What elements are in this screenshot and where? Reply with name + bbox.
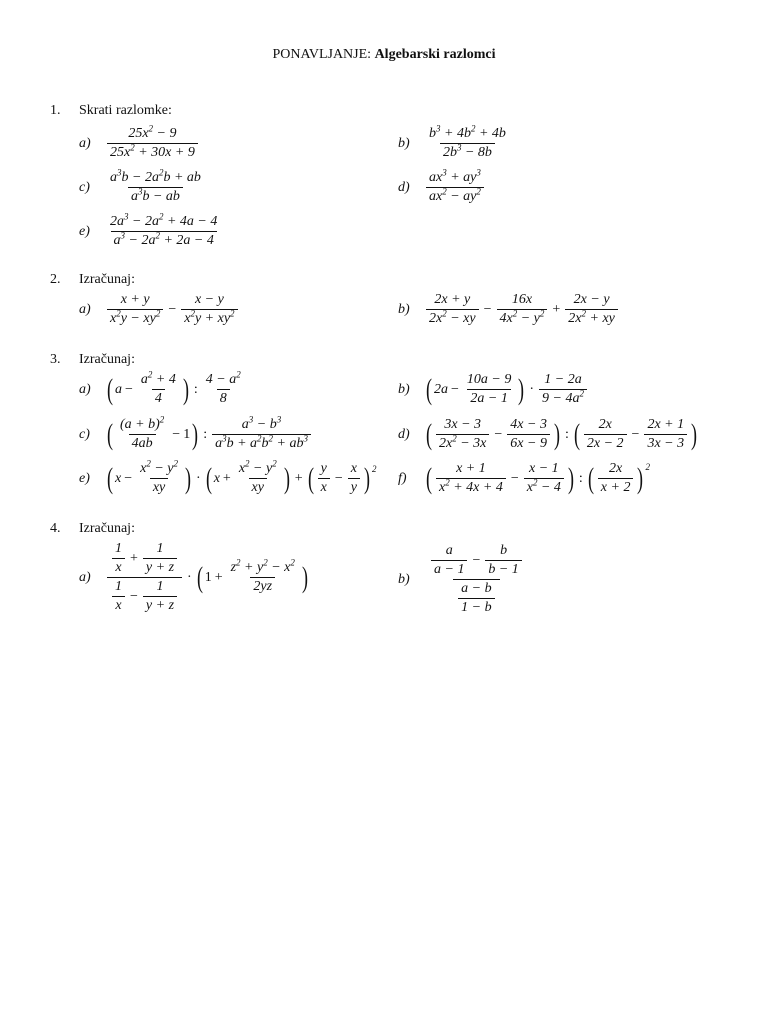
- section-3-number: 3.: [50, 352, 61, 367]
- task-label: b): [398, 571, 410, 587]
- title-main: Algebarski razlomci: [374, 47, 496, 62]
- task-1d: [398, 167, 486, 205]
- task-1a: [79, 123, 200, 161]
- task-3f: [398, 461, 650, 496]
- math-expression: $\frac{x + y}{x^2y - xy^2}$ − $\frac{x - y}{x^2y + xy^2}$: [105, 292, 240, 327]
- task-2b: [398, 292, 620, 327]
- task-1e: [79, 211, 222, 249]
- task-label: f): [398, 470, 407, 486]
- math-expression: ( 2a − $\frac{10a - 9}{2a - 1}$ ) · $\frac{1 - 2a}{9 - 4a^2}$: [424, 372, 589, 407]
- task-3e: [79, 458, 377, 496]
- task-label: e): [79, 470, 90, 486]
- task-1b: [398, 123, 511, 161]
- task-label: d): [398, 426, 410, 442]
- task-label: b): [398, 301, 410, 317]
- title-prefix: PONAVLJANJE:: [272, 47, 372, 62]
- task-label: e): [79, 223, 90, 239]
- section-4-number: 4.: [50, 521, 61, 536]
- section-3-title: Izračunaj:: [79, 352, 135, 367]
- task-label: a): [79, 569, 91, 585]
- math-expression: $\frac{2a^3 - 2a^2 + 4a - 4}{a^3 - 2a^2 + 2a - 4}$: [110, 211, 218, 248]
- math-expression: $\frac{a}{a - 1}$ − $\frac{b}{b - 1}$ $\frac{a - b}{1 - b}$: [424, 543, 529, 616]
- math-expression: $\frac{1}{x}$ + $\frac{1}{y + z}$ $\frac{1}{x}$ − $\frac{1}{y + z}$ · ( 1 + $\frac{z^2 + y^2 - x^2}{2yz}$ ): [105, 541, 310, 614]
- task-3c: [79, 414, 313, 452]
- section-2-number: 2.: [50, 272, 61, 287]
- math-expression: ( $\frac{(a + b)^2}{4ab}$ − 1 ) : $\frac{a^3 - b^3}{a^3b + a^2b^2 + ab^3}$: [105, 417, 313, 452]
- page-title: [0, 47, 768, 63]
- section-4-title: Izračunaj:: [79, 521, 135, 536]
- task-3a: [79, 369, 246, 407]
- task-label: b): [398, 135, 410, 151]
- task-3d: [398, 417, 699, 452]
- math-expression: ( x − $\frac{x^2 - y^2}{xy}$ ) · ( x + $\frac{x^2 - y^2}{xy}$ ) + ( $\frac{y}{x}$ − $\frac{x}{y}$ ) $^2$: [107, 458, 377, 495]
- task-3b: [398, 372, 589, 407]
- task-label: a): [79, 381, 91, 397]
- section-1-number: 1.: [50, 103, 61, 118]
- math-expression: ( a − $\frac{a^2 + 4}{4}$ ) : $\frac{4 - a^2}{8}$: [107, 369, 241, 406]
- math-expression: $\frac{25x^2 - 9}{25x^2 + 30x + 9}$: [105, 126, 200, 161]
- task-label: a): [79, 135, 91, 151]
- math-expression: ( $\frac{3x - 3}{2x^2 - 3x}$ − $\frac{4x - 3}{6x - 9}$ ) : ( $\frac{2x}{2x - 2}$ − $\frac{2x + 1}{3x - 3}$ ): [426, 417, 698, 451]
- task-4a: [79, 541, 310, 614]
- math-expression: $\frac{a^3b - 2a^2b + ab}{a^3b - ab}$: [110, 167, 201, 204]
- math-expression: $\frac{ax^3 + ay^3}{ax^2 - ay^2}$: [424, 170, 486, 205]
- section-2-title: Izračunaj:: [79, 272, 135, 287]
- section-1-title: Skrati razlomke:: [79, 103, 172, 118]
- task-label: a): [79, 301, 91, 317]
- task-label: b): [398, 381, 410, 397]
- task-label: d): [398, 179, 410, 195]
- task-4b: [398, 543, 529, 616]
- math-expression: ( $\frac{x + 1}{x^2 + 4x + 4}$ − $\frac{x - 1}{x^2 - 4}$ ) : ( $\frac{2x}{x + 2}$ ) $^2$: [426, 461, 650, 495]
- task-1c: [79, 167, 206, 205]
- task-label: c): [79, 179, 90, 195]
- math-expression: $\frac{b^3 + 4b^2 + 4b}{2b^3 - 8b}$: [429, 123, 506, 160]
- math-expression: $\frac{2x + y}{2x^2 - xy}$ − $\frac{16x}{4x^2 - y^2}$ + $\frac{2x - y}{2x^2 + xy}$: [424, 292, 620, 327]
- task-2a: [79, 292, 240, 327]
- task-label: c): [79, 426, 90, 442]
